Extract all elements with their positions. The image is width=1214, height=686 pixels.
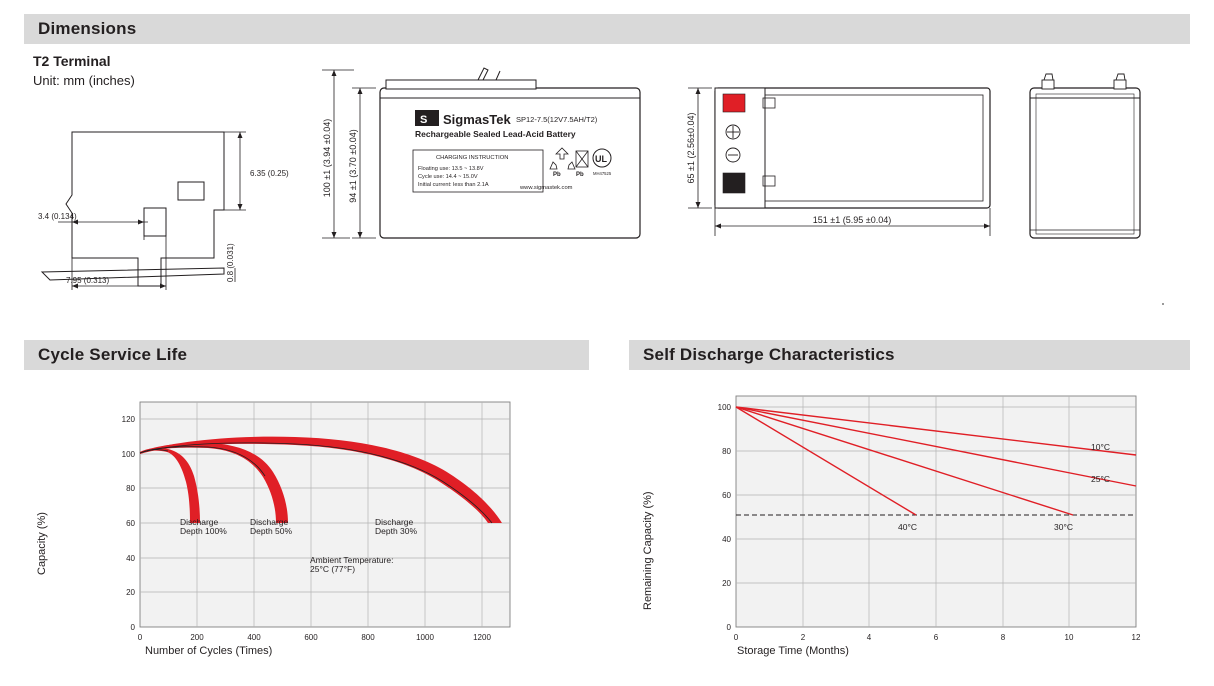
svg-text:0: 0 <box>130 623 135 632</box>
terminal-title: T2 Terminal <box>33 53 111 69</box>
svg-text:Depth 50%: Depth 50% <box>250 526 293 536</box>
svg-text:20: 20 <box>722 579 731 588</box>
series-label-40c: 40°C <box>898 522 917 532</box>
top-length-dim: 151 ±1 (5.95 ±0.04) <box>812 215 892 225</box>
svg-text:Discharge: Discharge <box>250 517 289 527</box>
svg-text:100: 100 <box>121 450 135 459</box>
svg-text:60: 60 <box>126 519 135 528</box>
label-charging-line-1: Cycle use: 14.4 ~ 15.0V <box>418 174 478 180</box>
terminal-thickness-dim: 0.8 (0.031) <box>226 243 235 282</box>
section-header-self-discharge <box>629 340 1190 370</box>
svg-text:1000: 1000 <box>416 633 434 642</box>
svg-text:2: 2 <box>800 633 806 642</box>
svg-text:12: 12 <box>1131 633 1141 642</box>
svg-text:Discharge: Discharge <box>375 517 414 527</box>
section-header-dimensions <box>24 14 1190 44</box>
terminal-tab-width-dim: 3.4 (0.134) <box>38 212 77 221</box>
svg-text:8: 8 <box>1000 633 1006 642</box>
svg-text:Depth 100%: Depth 100% <box>180 526 227 536</box>
svg-text:800: 800 <box>361 633 375 642</box>
svg-text:6: 6 <box>933 633 939 642</box>
cycle-chart-xlabel: Number of Cycles (Times) <box>145 645 273 657</box>
svg-text:120: 120 <box>121 415 135 424</box>
self-chart-ylabel: Remaining Capacity (%) <box>642 491 654 610</box>
top-width-dim: 65 ±1 (2.56±0.04) <box>686 112 696 184</box>
section-title: Cycle Service Life <box>38 345 188 364</box>
stray-mark <box>1162 303 1164 305</box>
self-chart-xlabel: Storage Time (Months) <box>737 645 849 657</box>
series-label-10c: 10°C <box>1091 442 1110 452</box>
front-total-height-dim: 100 ±1 (3.94 ±0.04) <box>322 118 332 198</box>
svg-text:100: 100 <box>717 403 731 412</box>
battery-front-view <box>310 58 660 258</box>
terminal-base-width-dim: 7.95 (0.313) <box>66 276 110 285</box>
section-header-cycle-service-life <box>24 340 589 370</box>
chart-self-discharge <box>636 382 1196 672</box>
label-website: www.sigmastek.com <box>520 185 573 191</box>
svg-text:1200: 1200 <box>473 633 491 642</box>
series-label-30c: 30°C <box>1054 522 1073 532</box>
svg-text:80: 80 <box>126 484 135 493</box>
label-mark-pb-2: Pb <box>576 172 584 178</box>
series-label-25c: 25°C <box>1091 474 1110 484</box>
unit-label: Unit: mm (inches) <box>33 73 135 88</box>
svg-text:4: 4 <box>866 633 872 642</box>
svg-text:80: 80 <box>722 447 731 456</box>
label-charging-line-0: Floating use: 13.5 ~ 13.8V <box>418 166 484 172</box>
svg-text:S: S <box>420 114 428 126</box>
battery-side-view <box>1010 58 1190 258</box>
terminal-drawing <box>28 100 298 300</box>
label-charging-title: CHARGING INSTRUCTION <box>436 155 509 161</box>
cycle-chart-ylabel: Capacity (%) <box>36 512 48 575</box>
svg-text:0: 0 <box>726 623 731 632</box>
svg-text:20: 20 <box>126 588 135 597</box>
label-charging-line-2: Initial current: less than 2.1A <box>418 182 489 188</box>
svg-text:10: 10 <box>1064 633 1074 642</box>
svg-text:0: 0 <box>137 633 143 642</box>
label-type: Rechargeable Sealed Lead-Acid Battery <box>415 129 576 139</box>
label-brand: SigmasTek <box>443 112 511 127</box>
battery-top-view <box>670 58 1000 258</box>
label-mark-pb-1: Pb <box>553 172 561 178</box>
chart-cycle-service-life <box>30 382 590 672</box>
svg-text:200: 200 <box>190 633 204 642</box>
section-title: Self Discharge Characteristics <box>643 345 895 364</box>
svg-text:60: 60 <box>722 491 731 500</box>
svg-text:40: 40 <box>126 554 135 563</box>
label-ul-file: MH47525 <box>593 171 612 176</box>
front-case-height-dim: 94 ±1 (3.70 ±0.04) <box>348 129 358 203</box>
svg-text:400: 400 <box>247 633 261 642</box>
svg-text:Depth 30%: Depth 30% <box>375 526 418 536</box>
svg-text:40: 40 <box>722 535 731 544</box>
svg-text:Ambient Temperature:: Ambient Temperature: <box>310 555 394 565</box>
label-model: SP12-7.5(12V7.5AH/T2) <box>516 115 598 124</box>
svg-text:0: 0 <box>733 633 739 642</box>
section-title: Dimensions <box>38 19 137 38</box>
label-mark-ul: UL <box>595 154 607 164</box>
terminal-height-dim: 6.35 (0.25) <box>250 169 289 178</box>
svg-text:25°C (77°F): 25°C (77°F) <box>310 564 356 574</box>
svg-text:600: 600 <box>304 633 318 642</box>
svg-text:Discharge: Discharge <box>180 517 219 527</box>
